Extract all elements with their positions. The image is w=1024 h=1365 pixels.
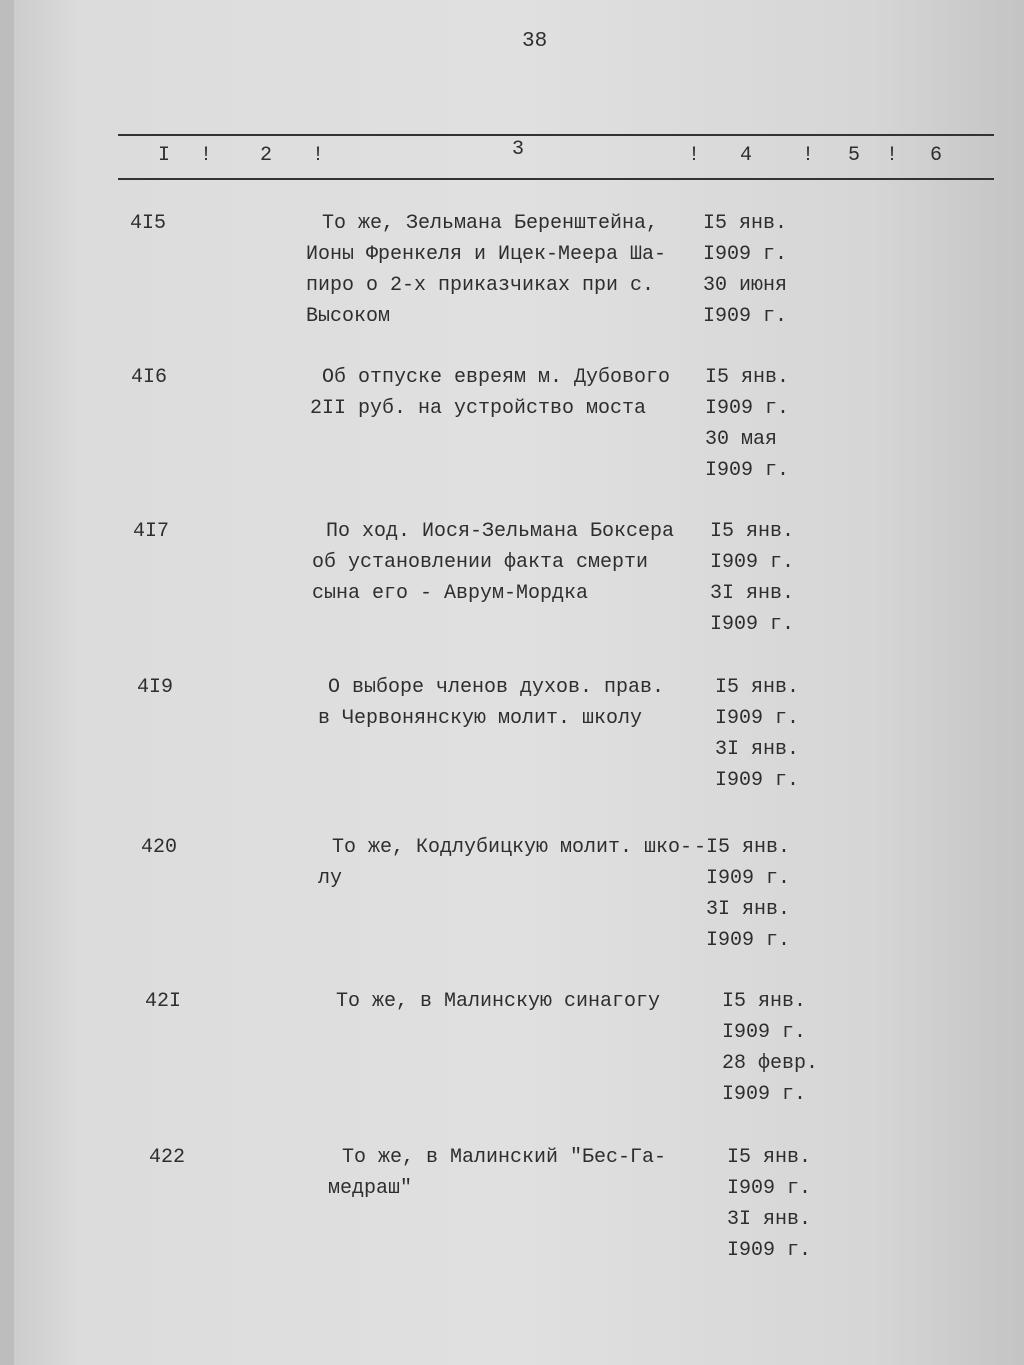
- date-line: I5 янв.: [722, 990, 807, 1013]
- entry-description: [312, 516, 674, 609]
- header-col-5: 5: [848, 144, 861, 167]
- entry-number: 422: [149, 1146, 186, 1169]
- description-line: То же, в Малинский "Бес-Га-: [342, 1146, 667, 1169]
- description-line: лу: [318, 867, 343, 890]
- entry-number: 4I5: [130, 212, 167, 235]
- entry-number: 4I7: [133, 520, 170, 543]
- entry-dates: [727, 1142, 811, 1266]
- description-line: об установлении факта смерти: [312, 551, 649, 574]
- date-line: I909 г.: [727, 1177, 812, 1200]
- date-line: I909 г.: [727, 1239, 812, 1262]
- header-separator: !: [200, 144, 213, 167]
- date-line: I909 г.: [703, 243, 788, 266]
- description-line: То же, Кодлубицкую молит. шко-: [332, 836, 693, 859]
- entry-description: [318, 672, 664, 734]
- date-line: I5 янв.: [727, 1146, 812, 1169]
- date-line: I5 янв.: [710, 520, 795, 543]
- entry-number: 420: [141, 836, 178, 859]
- header-rule-bottom: [118, 178, 994, 180]
- header-rule-top: [118, 134, 994, 136]
- entry-number: 42I: [145, 990, 182, 1013]
- date-line: I909 г.: [706, 929, 791, 952]
- header-separator: !: [886, 144, 899, 167]
- date-line: 30 июня: [703, 274, 788, 297]
- header-col-1: I: [158, 144, 171, 167]
- header-col-2: 2: [260, 144, 273, 167]
- header-col-4: 4: [740, 144, 753, 167]
- page-edge: [0, 0, 14, 1365]
- entry-number: 4I9: [137, 676, 174, 699]
- entry-dates: [694, 832, 791, 956]
- description-line: Ионы Френкеля и Ицек-Меера Ша-: [306, 243, 667, 266]
- entry-description: [306, 208, 666, 332]
- description-line: О выборе членов духов. прав.: [328, 676, 665, 699]
- entry-dates: [715, 672, 799, 796]
- date-line: -I5 янв.: [694, 836, 791, 859]
- date-line: I909 г.: [722, 1083, 807, 1106]
- entry-number: 4I6: [131, 366, 168, 389]
- description-line: пиро о 2-х приказчиках при с.: [306, 274, 655, 297]
- entry-dates: [705, 362, 789, 486]
- description-line: медраш": [328, 1177, 413, 1200]
- date-line: I909 г.: [705, 397, 790, 420]
- date-line: 3I янв.: [710, 582, 795, 605]
- description-line: сына его - Аврум-Мордка: [312, 582, 589, 605]
- date-line: I5 янв.: [715, 676, 800, 699]
- date-line: 28 февр.: [722, 1052, 819, 1075]
- entry-description: [310, 362, 670, 424]
- entry-dates: [722, 986, 818, 1110]
- date-line: I909 г.: [710, 613, 795, 636]
- header-separator: !: [802, 144, 815, 167]
- header-col-6: 6: [930, 144, 943, 167]
- date-line: I909 г.: [703, 305, 788, 328]
- date-line: I909 г.: [710, 551, 795, 574]
- date-line: 30 мая: [705, 428, 778, 451]
- date-line: I909 г.: [715, 769, 800, 792]
- date-line: I909 г.: [706, 867, 791, 890]
- date-line: I909 г.: [722, 1021, 807, 1044]
- header-separator: !: [688, 144, 701, 167]
- entry-dates: [703, 208, 787, 332]
- table-header: [150, 138, 990, 168]
- description-line: Высоком: [306, 305, 391, 328]
- description-line: 2II руб. на устройство моста: [310, 397, 647, 420]
- date-line: 3I янв.: [706, 898, 791, 921]
- entry-description: [320, 986, 660, 1017]
- description-line: Об отпуске евреям м. Дубового: [322, 366, 671, 389]
- date-line: 3I янв.: [727, 1208, 812, 1231]
- date-line: I5 янв.: [705, 366, 790, 389]
- description-line: То же, Зельмана Беренштейна,: [322, 212, 659, 235]
- description-line: в Червонянскую молит. школу: [318, 707, 643, 730]
- date-line: I5 янв.: [703, 212, 788, 235]
- page-number: 38: [522, 30, 548, 53]
- header-col-3: 3: [512, 138, 525, 161]
- date-line: I909 г.: [705, 459, 790, 482]
- entry-description: [318, 832, 692, 894]
- description-line: По ход. Иося-Зельмана Боксера: [326, 520, 675, 543]
- entry-dates: [710, 516, 794, 640]
- description-line: То же, в Малинскую синагогу: [336, 990, 661, 1013]
- header-separator: !: [312, 144, 325, 167]
- date-line: 3I янв.: [715, 738, 800, 761]
- entry-description: [328, 1142, 666, 1204]
- date-line: I909 г.: [715, 707, 800, 730]
